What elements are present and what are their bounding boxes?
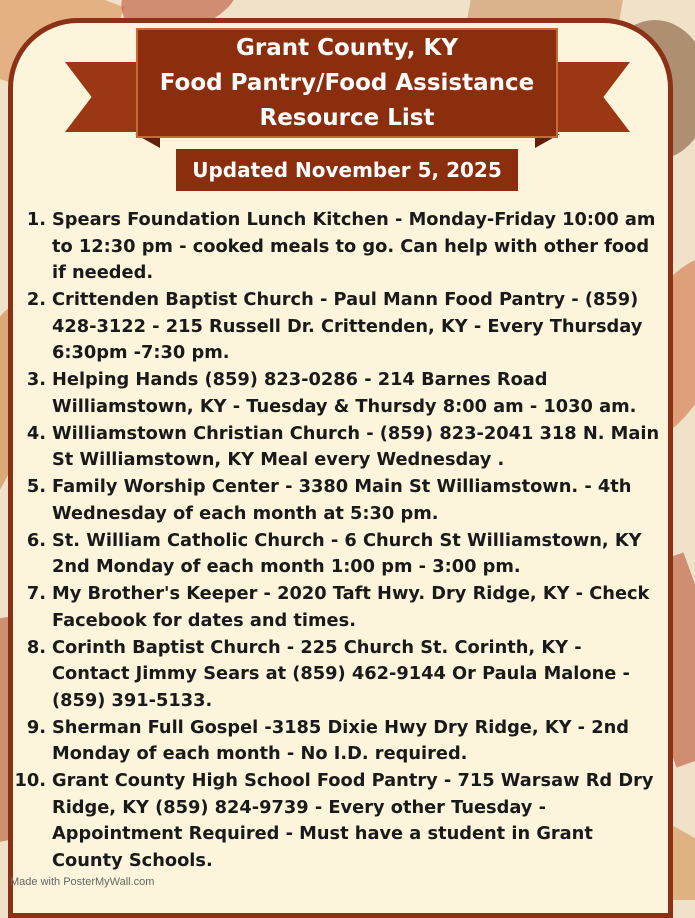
item-number: 8. bbox=[26, 636, 46, 658]
item-text: Spears Foundation Lunch Kitchen - Monday-Friday 10:00 am to 12:30 pm - cooked meals to go. Can help with other food if needed. bbox=[52, 209, 656, 283]
item-number: 10. bbox=[14, 770, 46, 791]
list-item bbox=[14, 581, 664, 634]
item-number: 7. bbox=[26, 583, 46, 604]
resource-list bbox=[14, 207, 664, 875]
list-item bbox=[14, 367, 664, 420]
list-item bbox=[14, 287, 664, 367]
item-number: 4. bbox=[26, 422, 46, 444]
item-number: 6. bbox=[26, 529, 46, 551]
item-text: Crittenden Baptist Church - Paul Mann Food Pantry - (859) 428-3122 - 215 Russell Dr. Crittenden, KY - Every Thursday 6:30pm -7:30 pm. bbox=[52, 289, 643, 363]
watermark-credit: Made with PosterMyWall.com bbox=[10, 876, 155, 888]
list-item bbox=[14, 207, 664, 287]
item-text: Sherman Full Gospel -3185 Dixie Hwy Dry Ridge, KY - 2nd Monday of each month - No I.D. required. bbox=[52, 716, 629, 764]
item-text: Williamstown Christian Church - (859) 823-2041 318 N. Main St Williamstown, KY Meal every Wednesday . bbox=[52, 422, 660, 470]
item-text: My Brother's Keeper - 2020 Taft Hwy. Dry Ridge, KY - Check Facebook for dates and times. bbox=[52, 583, 650, 631]
updated-date-badge: Updated November 5, 2025 bbox=[176, 149, 518, 191]
title-line-3: Resource List bbox=[259, 104, 435, 131]
item-number: 5. bbox=[26, 476, 46, 497]
list-item bbox=[14, 768, 664, 874]
item-text: Helping Hands (859) 823-0286 - 214 Barnes Road Williamstown, KY - Tuesday & Thursdy 8:00 am - 1030 am. bbox=[52, 369, 637, 417]
title-line-2: Food Pantry/Food Assistance bbox=[159, 69, 535, 96]
list-item bbox=[14, 635, 664, 715]
title-banner bbox=[136, 28, 558, 138]
item-text: Family Worship Center - 3380 Main St Williamstown. - 4th Wednesday of each month at 5:30 pm. bbox=[52, 476, 632, 524]
list-item bbox=[14, 474, 664, 527]
item-text: Corinth Baptist Church - 225 Church St. Corinth, KY - Contact Jimmy Sears at (859) 462-9144 Or Paula Malone - (859) 391-5133. bbox=[52, 636, 630, 711]
title-line-1: Grant County, KY bbox=[236, 34, 458, 61]
item-number: 1. bbox=[26, 209, 46, 230]
item-text: St. William Catholic Church - 6 Church St Williamstown, KY 2nd Monday of each month 1:00 pm - 3:00 pm. bbox=[52, 529, 642, 577]
item-text: Grant County High School Food Pantry - 715 Warsaw Rd Dry Ridge, KY (859) 824-9739 - Every other Tuesday - Appointment Required - Must have a student in Grant County Schools. bbox=[52, 770, 654, 871]
list-item bbox=[14, 715, 664, 768]
item-number: 2. bbox=[26, 289, 46, 310]
item-number: 9. bbox=[26, 716, 46, 738]
list-item bbox=[14, 421, 664, 474]
item-number: 3. bbox=[26, 369, 46, 390]
list-item bbox=[14, 528, 664, 581]
